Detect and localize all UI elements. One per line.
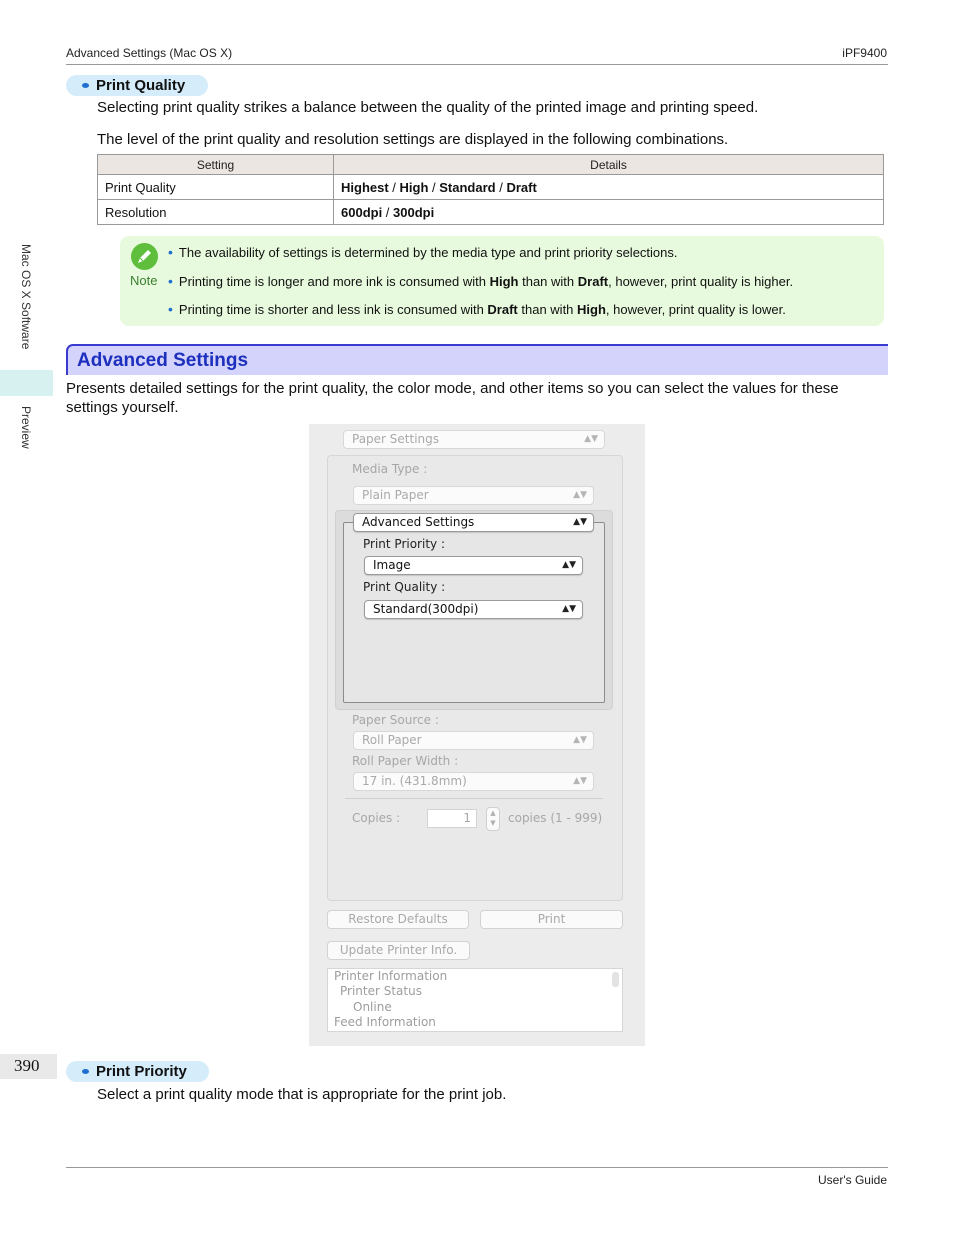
list-item: Printer Status bbox=[340, 984, 422, 998]
header-model-name: iPF9400 bbox=[842, 46, 887, 60]
page-number: 390 bbox=[14, 1056, 40, 1075]
divider bbox=[345, 798, 603, 799]
table-header-row bbox=[98, 155, 884, 175]
print-quality-label: Print Quality : bbox=[363, 580, 446, 594]
note-item: • Printing time is longer and more ink is consumed with High than with Draft, however, print quality is higher. bbox=[168, 273, 794, 289]
advanced-settings-section-heading bbox=[66, 344, 888, 375]
header-rule bbox=[66, 64, 888, 65]
paper-settings-popup[interactable]: Paper Settings ▲▼ bbox=[343, 430, 605, 449]
note-item: • The availability of settings is determined by the media type and print priority selections. bbox=[168, 244, 678, 260]
update-printer-info-button[interactable]: Update Printer Info. bbox=[327, 941, 470, 960]
copies-input[interactable]: 1 bbox=[427, 809, 477, 828]
table-row bbox=[98, 200, 884, 225]
note-label: Note bbox=[130, 273, 158, 288]
print-button[interactable]: Print bbox=[480, 910, 623, 929]
quality-resolution-table bbox=[97, 154, 884, 225]
print-priority-heading: Print Priority bbox=[66, 1061, 209, 1082]
bullet-icon bbox=[82, 83, 89, 88]
table-header-setting: Setting bbox=[98, 155, 334, 175]
popup-arrows-icon: ▲▼ bbox=[573, 735, 587, 745]
print-priority-popup[interactable]: Image ▲▼ bbox=[364, 556, 583, 575]
note-item: • Printing time is shorter and less ink is consumed with Draft than with High, however, print quality is lower. bbox=[168, 301, 786, 317]
advanced-settings-description: Presents detailed settings for the print quality, the color mode, and other items so you can select the values for these settings yourself. bbox=[66, 380, 839, 416]
section-title: Advanced Settings bbox=[77, 350, 249, 371]
list-scrollbar[interactable] bbox=[612, 972, 619, 987]
note-pencil-icon bbox=[131, 243, 158, 270]
side-tab-preview[interactable]: Preview bbox=[19, 406, 33, 449]
paper-source-popup[interactable]: Roll Paper ▲▼ bbox=[353, 731, 594, 750]
header-chapter-title: Advanced Settings (Mac OS X) bbox=[66, 46, 233, 60]
roll-paper-width-label: Roll Paper Width : bbox=[352, 754, 459, 768]
print-priority-description: Select a print quality mode that is appropriate for the print job. bbox=[97, 1086, 507, 1103]
advanced-settings-popup[interactable]: Advanced Settings ▲▼ bbox=[353, 513, 594, 532]
popup-arrows-icon: ▲▼ bbox=[562, 604, 576, 614]
advanced-settings-dialog-screenshot bbox=[309, 424, 645, 1046]
copies-range-label: copies (1 - 999) bbox=[508, 811, 603, 825]
popup-arrows-icon: ▲▼ bbox=[562, 560, 576, 570]
table-cell-setting: Print Quality bbox=[98, 175, 334, 200]
copies-stepper[interactable]: ▲ ▼ bbox=[486, 807, 500, 831]
media-type-label: Media Type : bbox=[352, 462, 428, 476]
table-cell-details: 600dpi / 300dpi bbox=[334, 200, 884, 225]
popup-arrows-icon: ▲▼ bbox=[573, 517, 587, 527]
media-type-popup[interactable]: Plain Paper ▲▼ bbox=[353, 486, 594, 505]
table-header-details: Details bbox=[334, 155, 884, 175]
bullet-icon: • bbox=[168, 244, 173, 260]
list-item: Feed Information bbox=[334, 1015, 436, 1029]
paper-source-label: Paper Source : bbox=[352, 713, 439, 727]
list-item: Online bbox=[353, 1000, 392, 1014]
print-quality-description: Selecting print quality strikes a balance between the quality of the printed image and printing speed. bbox=[97, 99, 759, 116]
print-quality-heading: Print Quality bbox=[66, 75, 208, 96]
popup-arrows-icon: ▲▼ bbox=[573, 490, 587, 500]
list-item: Printer Information bbox=[334, 969, 448, 983]
popup-arrows-icon: ▲▼ bbox=[573, 776, 587, 786]
restore-defaults-button[interactable]: Restore Defaults bbox=[327, 910, 469, 929]
copies-label: Copies : bbox=[352, 811, 401, 825]
footer-guide-title: User's Guide bbox=[818, 1173, 887, 1187]
roll-paper-width-popup[interactable]: 17 in. (431.8mm) ▲▼ bbox=[353, 772, 594, 791]
table-cell-setting: Resolution bbox=[98, 200, 334, 225]
table-row bbox=[98, 175, 884, 200]
bullet-icon bbox=[82, 1069, 89, 1074]
print-quality-combinations-intro: The level of the print quality and resolution settings are displayed in the following combinations. bbox=[97, 131, 729, 148]
side-tab-macos-software[interactable]: Mac OS X Software bbox=[19, 244, 33, 350]
footer-rule bbox=[66, 1167, 888, 1168]
bullet-icon: • bbox=[168, 301, 173, 317]
side-tab-highlight bbox=[0, 370, 53, 396]
print-quality-popup[interactable]: Standard(300dpi) ▲▼ bbox=[364, 600, 583, 619]
bullet-icon: • bbox=[168, 273, 173, 289]
popup-arrows-icon: ▲▼ bbox=[584, 434, 598, 444]
table-cell-details: Highest / High / Standard / Draft bbox=[334, 175, 884, 200]
print-priority-label: Print Priority : bbox=[363, 537, 445, 551]
